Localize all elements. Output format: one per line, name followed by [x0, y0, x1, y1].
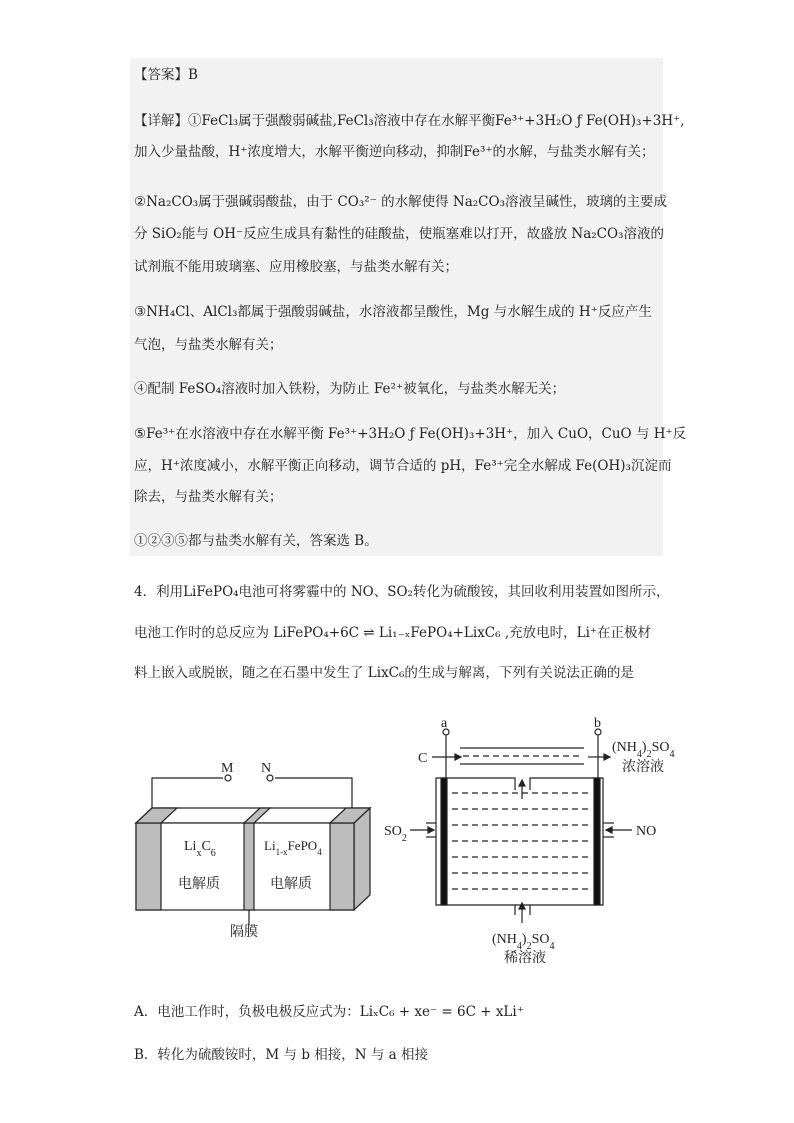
liquid-level: [452, 793, 590, 889]
terminal-n: N: [261, 761, 272, 776]
right-electrode: [330, 823, 354, 910]
detail-line-7: 气泡，与盐类水解有关；: [134, 337, 283, 353]
left-electrode: [136, 823, 161, 910]
left-cell-formula: $Li_xC_6$: [184, 839, 216, 859]
outlet-label: $(NH_4)_2SO_4$: [612, 740, 675, 760]
membrane-label: 隔膜: [230, 925, 258, 940]
terminal-m: M: [221, 761, 234, 776]
battery: [136, 761, 370, 940]
detail-line-2: 加入少量盐酸，H⁺浓度增大，水解平衡逆向移动，抑制Fe³⁺的水解，与盐类水解有关；: [134, 144, 655, 160]
option-a: A．电池工作时，负极电极反应式为：LiₓC₆ + xe⁻ = 6C + xLi⁺: [134, 1004, 524, 1020]
inlet-so2: $SO_2$: [384, 824, 407, 844]
bottom-sub: 稀溶液: [504, 951, 546, 966]
right-cell-label: 电解质: [270, 877, 312, 892]
detail-line-1: 【详解】①FeCl₃属于强酸弱碱盐,FeCl₃溶液中存在水解平衡Fe³⁺+3H₂O ƒ Fe(OH)₃+3H⁺,: [134, 113, 685, 129]
detail-line-3: ②Na₂CO₃属于强碱弱酸盐，由于 CO₃²⁻ 的水解使得 Na₂CO₃溶液呈碱性，玻璃的主要成: [134, 194, 667, 210]
detail-line-12: ①②③⑤都与盐类水解有关，答案选 B。: [134, 533, 378, 549]
option-b: B．转化为硫酸铵时，M 与 b 相接，N 与 a 相接: [134, 1047, 428, 1063]
electrode-b: [594, 778, 600, 905]
detail-line-5: 试剂瓶不能用玻璃塞、应用橡胶塞，与盐类水解有关；: [134, 259, 458, 275]
detail-line-6: ③NH₄Cl、AlCl₃都属于强酸弱碱盐，水溶液都呈酸性，Mg 与水解生成的 H⁺反应产生: [134, 304, 652, 320]
question-line-2: 电池工作时的总反应为 LiFePO₄+6C ⇌ Li₁₋ₓFePO₄+LixC₆ ,充放电时，Li⁺在正极材: [134, 625, 652, 641]
detail-line-11: 除去，与盐类水解有关；: [134, 489, 283, 505]
right-cell-formula: $Li_{1-x}FePO_4$: [264, 838, 322, 857]
wire-left: [152, 778, 223, 810]
bottom-label: $(NH_4)_2SO_4$: [492, 932, 555, 952]
terminal-a: a: [441, 716, 448, 731]
electrode-a: [441, 778, 447, 905]
detail-line-10: 应，H⁺浓度减小，水解平衡正向移动，调节合适的 pH，Fe³⁺完全水解成 Fe(OH)₃沉淀而: [134, 458, 672, 474]
inlet-no: NO: [636, 824, 657, 839]
question-line-3: 料上嵌入或脱嵌，随之在石墨中发生了 LixC₆的生成与解离，下列有关说法正确的是: [134, 665, 634, 681]
apparatus-diagram: [130, 715, 675, 970]
electrolyzer: [384, 716, 674, 966]
detail-line-4: 分 SiO₂能与 OH⁻反应生成具有黏性的硅酸盐，使瓶塞难以打开，故盛放 Na₂CO₃溶液的: [134, 226, 664, 242]
detail-line-8: ④配制 FeSO₄溶液时加入铁粉，为防止 Fe²⁺被氧化，与盐类水解无关；: [134, 381, 566, 397]
answer-label: 【答案】B: [134, 67, 198, 83]
inlet-c: C: [418, 751, 428, 766]
detail-label: 【详解】: [134, 113, 188, 129]
left-cell-label: 电解质: [178, 877, 220, 892]
battery-side: [354, 808, 370, 910]
question-line-1: 4．利用LiFePO₄电池可将雾霾中的 NO、SO₂转化为硫酸铵，其回收利用装置如图所示，: [134, 584, 670, 600]
terminal-b: b: [594, 716, 601, 731]
membrane: [244, 823, 254, 910]
outlet-sub: 浓溶液: [622, 760, 664, 775]
wire-right: [275, 778, 352, 810]
detail-line-9: ⑤Fe³⁺在水溶液中存在水解平衡 Fe³⁺+3H₂O ƒ Fe(OH)₃+3H⁺，加入 CuO，CuO 与 H⁺反: [134, 426, 687, 442]
